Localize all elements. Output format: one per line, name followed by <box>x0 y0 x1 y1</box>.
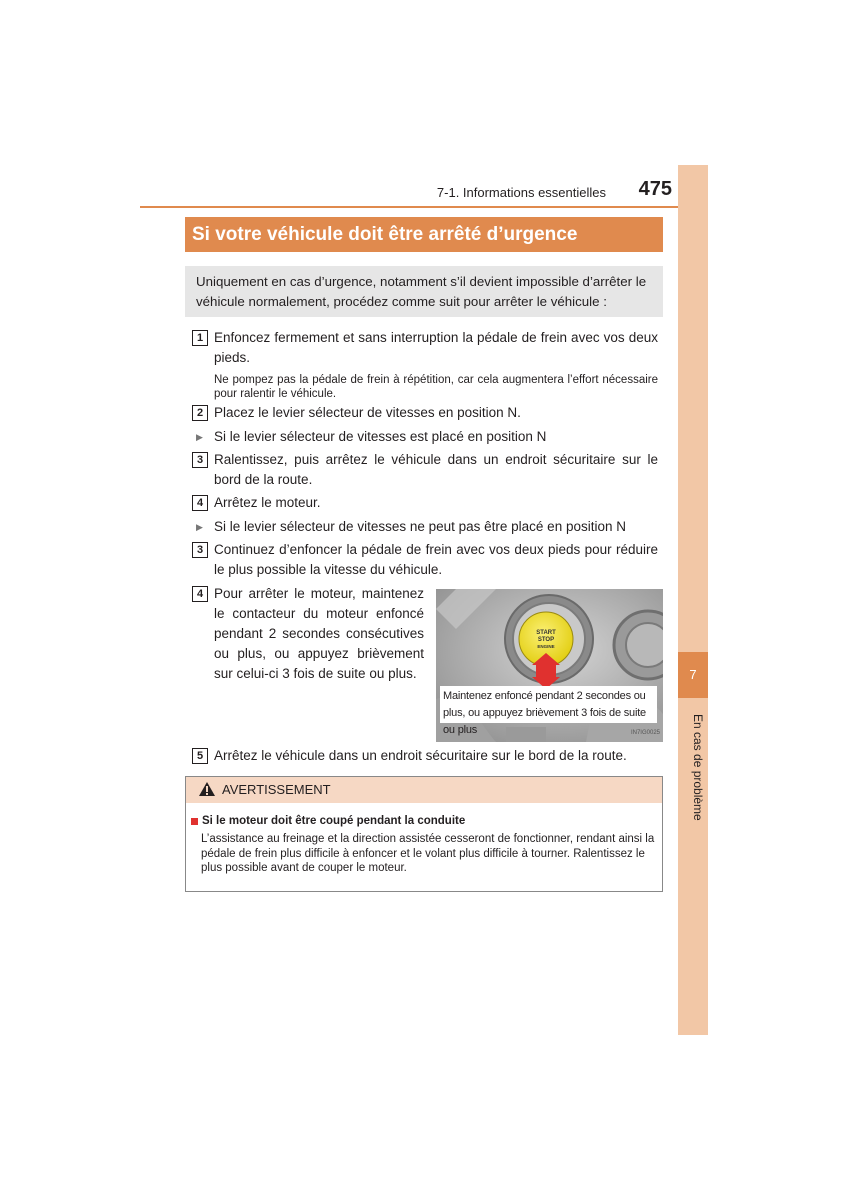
header-rule <box>140 206 708 208</box>
condition-heading: Si le levier sélecteur de vitesses ne peut pas être placé en position N <box>214 519 626 534</box>
warning-label: AVERTISSEMENT <box>222 782 331 797</box>
chapter-title-vertical: En cas de problème <box>691 714 705 821</box>
start-label: START <box>536 630 556 636</box>
step-text: Ralentissez, puis arrêtez le véhicule dans un endroit sécuritaire sur le bord de la route. <box>214 452 658 487</box>
chapter-side-tab <box>678 165 708 1035</box>
warning-bullet <box>191 818 198 825</box>
header-section-title: 7-1. Informations essentielles <box>436 185 606 200</box>
figure-code: IN7IG0025 <box>630 730 660 736</box>
engine-label: ENGINE <box>537 644 555 649</box>
arrow-bullet-icon: ▶ <box>196 522 203 532</box>
condition-heading: Si le levier sélecteur de vitesses est placé en position N <box>214 429 547 444</box>
arrow-bullet-icon: ▶ <box>196 432 203 442</box>
chapter-number-tab[interactable]: 7 <box>678 652 708 698</box>
warning-body: L’assistance au freinage et la direction assistée cesseront de fonctionner, rendant ainsi la pédale de frein plus difficile à enfoncer et le volant plus difficile à tourner. Ralentissez le plus possible avant de couper le moteur. <box>201 833 655 874</box>
step-number-box: 4 <box>192 495 208 511</box>
step-text: Pour arrêter le moteur, maintenez le contacteur du moteur enfoncé pendant 2 secondes consécutives ou plus, ou appuyez brièvement sur celui-ci 3 fois de suite ou plus. <box>214 586 424 681</box>
step-number-box: 5 <box>192 748 208 764</box>
warning-triangle-icon <box>198 781 216 797</box>
stop-label: STOP <box>537 637 555 643</box>
step-text: Continuez d’enfoncer la pédale de frein avec vos deux pieds pour réduire le plus possible la vitesse du véhicule. <box>214 542 658 577</box>
step-number-box: 3 <box>192 452 208 468</box>
figure-caption: Maintenez enfoncé pendant 2 secondes ou plus, ou appuyez brièvement 3 fois de suite ou plus <box>440 686 657 723</box>
warning-subtitle: Si le moteur doit être coupé pendant la conduite <box>202 815 466 827</box>
section-title: Si votre véhicule doit être arrêté d’urgence <box>185 217 663 252</box>
step-text: Enfoncez fermement et sans interruption la pédale de frein avec vos deux pieds. <box>214 330 658 365</box>
step-text: Placez le levier sélecteur de vitesses en position N. <box>214 405 521 420</box>
step-text: Arrêtez le véhicule dans un endroit sécuritaire sur le bord de la route. <box>214 748 627 763</box>
step-number-box: 1 <box>192 330 208 346</box>
page-number: 475 <box>638 178 672 200</box>
step-number-box: 4 <box>192 586 208 602</box>
step-number-box: 2 <box>192 405 208 421</box>
step-note: Ne pompez pas la pédale de frein à répétition, car cela augmentera l’effort nécessaire pour ralentir le véhicule. <box>214 374 658 400</box>
intro-box <box>185 266 663 317</box>
intro-text: Uniquement en cas d’urgence, notamment s’il devient impossible d’arrêter le véhicule normalement, procédez comme suit pour arrêter le véhicule : <box>196 274 647 309</box>
step-number-box: 3 <box>192 542 208 558</box>
step-text: Arrêtez le moteur. <box>214 495 321 510</box>
